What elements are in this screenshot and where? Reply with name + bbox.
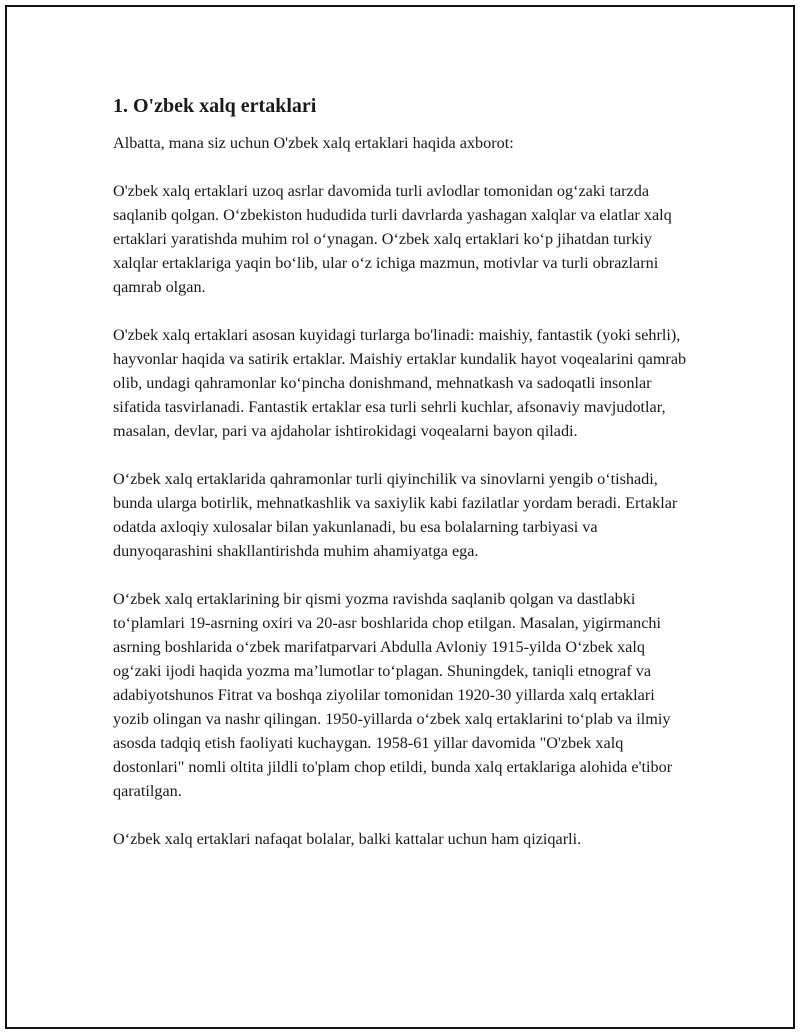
document-title: 1. O'zbek xalq ertaklari (113, 95, 317, 117)
closing-paragraph: O‘zbek xalq ertaklari nafaqat bolalar, balki kattalar uchun ham qiziqarli. (113, 830, 582, 848)
intro-paragraph: Albatta, mana siz uchun O'zbek xalq ertaklari haqida axborot: (113, 134, 514, 152)
history-paragraph: O'zbek xalq ertaklari uzoq asrlar davomida turli avlodlar tomonidan og‘zaki tarzda saqlanib qolgan. O‘zbekiston hududida turli davrlarda yashagan xalqlar va elatlar xalq ertaklari yaratishda muhim rol o‘ynagan. O‘zbek xalq ertaklari ko‘p jihatdan turkiy xalqlar ertaklariga yaqin bo‘lib, ular o‘z ichiga mazmun, motivlar va turli obrazlarni qamrab olgan. (113, 182, 672, 296)
types-paragraph: O'zbek xalq ertaklari asosan kuyidagi turlarga bo'linadi: maishiy, fantastik (yoki sehrli), hayvonlar haqida va satirik ertaklar. Maishiy ertaklar kundalik hayot voqealarini qamrab olib, undagi qahramonlar ko‘pincha donishmand, mehnatkash va sadoqatli insonlar sifatida tasvirlanadi. Fantastik ertaklar esa turli sehrli kuchlar, afsonaviy mavjudotlar, masalan, devlar, pari va ajdaholar ishtirokidagi voqealarni bayon qiladi. (113, 326, 687, 440)
collections-paragraph: O‘zbek xalq ertaklarining bir qismi yozma ravishda saqlanib qolgan va dastlabki to‘plamlari 19-asrning oxiri va 20-asr boshlarida chop etilgan. Masalan, yigirmanchi asrning boshlarida o‘zbek marifatparvari Abdulla Avloniy 1915-yilda O‘zbek xalq og‘zaki ijodi haqida yozma ma’lumotlar to‘plagan. Shuningdek, taniqli etnograf va adabiyotshunos Fitrat va boshqa ziyolilar tomonidan 1920-30 yillarda xalq ertaklari yozib olingan va nashr qilingan. 1950-yillarda o‘zbek xalq ertaklarini to‘plab va ilmiy asosda tadqiq etish faoliyati kuchaygan. 1958-61 yillar davomida "O'zbek xalq dostonlari" nomli oltita jildli to'plam chop etildi, bunda xalq ertaklariga alohida e'tibor qaratilgan. (113, 590, 673, 800)
heroes-paragraph: O‘zbek xalq ertaklarida qahramonlar turli qiyinchilik va sinovlarni yengib o‘tishadi, bunda ularga botirlik, mehnatkashlik va saxiylik kabi fazilatlar yordam beradi. Ertaklar odatda axloqiy xulosalar bilan yakunlanadi, bu esa bolalarning tarbiyasi va dunyoqarashini shakllantirishda muhim ahamiyatga ega. (113, 470, 678, 560)
document-body (113, 93, 688, 875)
